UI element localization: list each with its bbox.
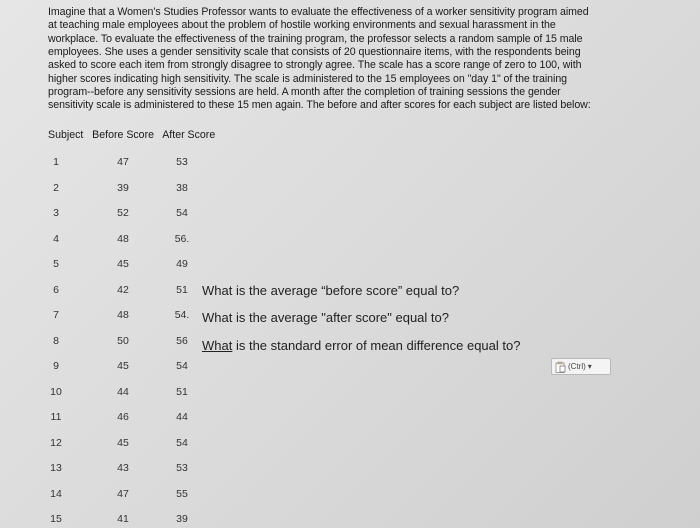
table-cell-before: 45	[117, 436, 129, 449]
table-cell-before: 45	[117, 360, 129, 372]
table-cell-before: 39	[117, 181, 129, 194]
table-cell-after: 49	[176, 258, 188, 270]
paste-options-button[interactable]	[551, 358, 611, 375]
paragraph-line: employees. She uses a gender sensitivity scale that consists of 20 questionnaire items, with the respondents being	[48, 46, 581, 59]
table-cell-after: 54	[176, 436, 188, 449]
paragraph-line: program--before any sensitivity sessions are held. A month after the completion of training sessions the gender	[48, 86, 561, 99]
table-cell-subject: 7	[53, 309, 59, 321]
table-cell-before: 42	[117, 283, 129, 296]
table-cell-after: 39	[176, 513, 188, 525]
question-average-after: What is the average "after score" equal to?	[202, 310, 449, 325]
chevron-down-icon: ▾	[587, 362, 592, 371]
question-standard-error-text: is the standard error of mean difference equal to?	[235, 338, 521, 353]
table-cell-after: 54	[176, 360, 188, 372]
table-cell-before: 52	[117, 207, 129, 219]
paragraph-line: Imagine that a Women's Studies Professor wants to evaluate the effectiveness of a worker sensitivity program aimed	[48, 6, 589, 18]
table-cell-subject: 3	[53, 207, 59, 219]
table-cell-subject: 6	[53, 283, 59, 296]
problem-paragraph	[48, 6, 648, 113]
table-cell-subject: 15	[50, 513, 62, 525]
table-cell-subject: 11	[50, 411, 62, 423]
table-cell-before: 50	[117, 334, 129, 347]
paragraph-line: sensitivity scale is administered to these 15 men again. The before and after scores for each subject are listed below:	[48, 99, 591, 112]
paragraph-line: higher scores indicating high sensitivity. The scale is administered to the 15 employees on "day 1" of the training	[48, 72, 567, 85]
table-cell-after: 51	[176, 283, 188, 296]
table-cell-before: 47	[117, 487, 129, 500]
table-cell-before: 43	[117, 462, 129, 474]
table-cell-after: 38	[176, 181, 188, 194]
paste-options-label: (Ctrl)	[568, 362, 586, 371]
table-cell-before: 44	[117, 385, 129, 398]
table-cell-subject: 9	[53, 360, 59, 372]
table-cell-after: 56.	[174, 232, 190, 245]
table-cell-before: 48	[117, 232, 129, 245]
table-cell-subject: 2	[53, 181, 59, 194]
table-cell-before: 41	[117, 513, 129, 525]
table-cell-after: 53	[176, 462, 188, 474]
table-cell-after: 54.	[174, 309, 190, 321]
question-standard-error-underlined: What	[202, 338, 233, 353]
table-cell-subject: 14	[50, 487, 62, 500]
table-cell-after: 44	[176, 411, 188, 423]
table-cell-subject: 8	[53, 334, 59, 347]
table-cell-subject: 12	[50, 436, 62, 449]
table-cell-after: 56	[176, 334, 188, 347]
paragraph-line: at teaching male employees about the problem of hostile working environments and sexual harassment in the	[48, 19, 556, 32]
table-cell-after: 53	[176, 156, 188, 168]
question-average-before: What is the average “before score” equal to?	[202, 283, 460, 298]
table-header: Subject Before Score After Score	[48, 129, 216, 141]
table-cell-subject: 13	[50, 462, 62, 474]
clipboard-icon	[555, 361, 566, 373]
table-cell-subject: 4	[53, 232, 59, 245]
table-cell-subject: 1	[53, 156, 59, 168]
table-cell-before: 48	[117, 309, 129, 321]
table-cell-after: 54	[176, 207, 188, 219]
question-standard-error	[202, 338, 520, 353]
table-cell-before: 46	[117, 411, 129, 423]
table-cell-subject: 5	[53, 258, 59, 270]
table-cell-before: 47	[117, 156, 129, 168]
table-cell-after: 55	[176, 487, 188, 500]
table-cell-subject: 10	[50, 385, 62, 398]
table-cell-after: 51	[176, 385, 188, 398]
paragraph-line: workplace. To evaluate the effectiveness of the training program, the professor selects a random sample of 15 male	[48, 32, 583, 45]
table-cell-before: 45	[117, 258, 129, 270]
paragraph-line: asked to score each item from strongly disagree to strongly agree. The scale has a score range of zero to 100, with	[48, 59, 582, 72]
